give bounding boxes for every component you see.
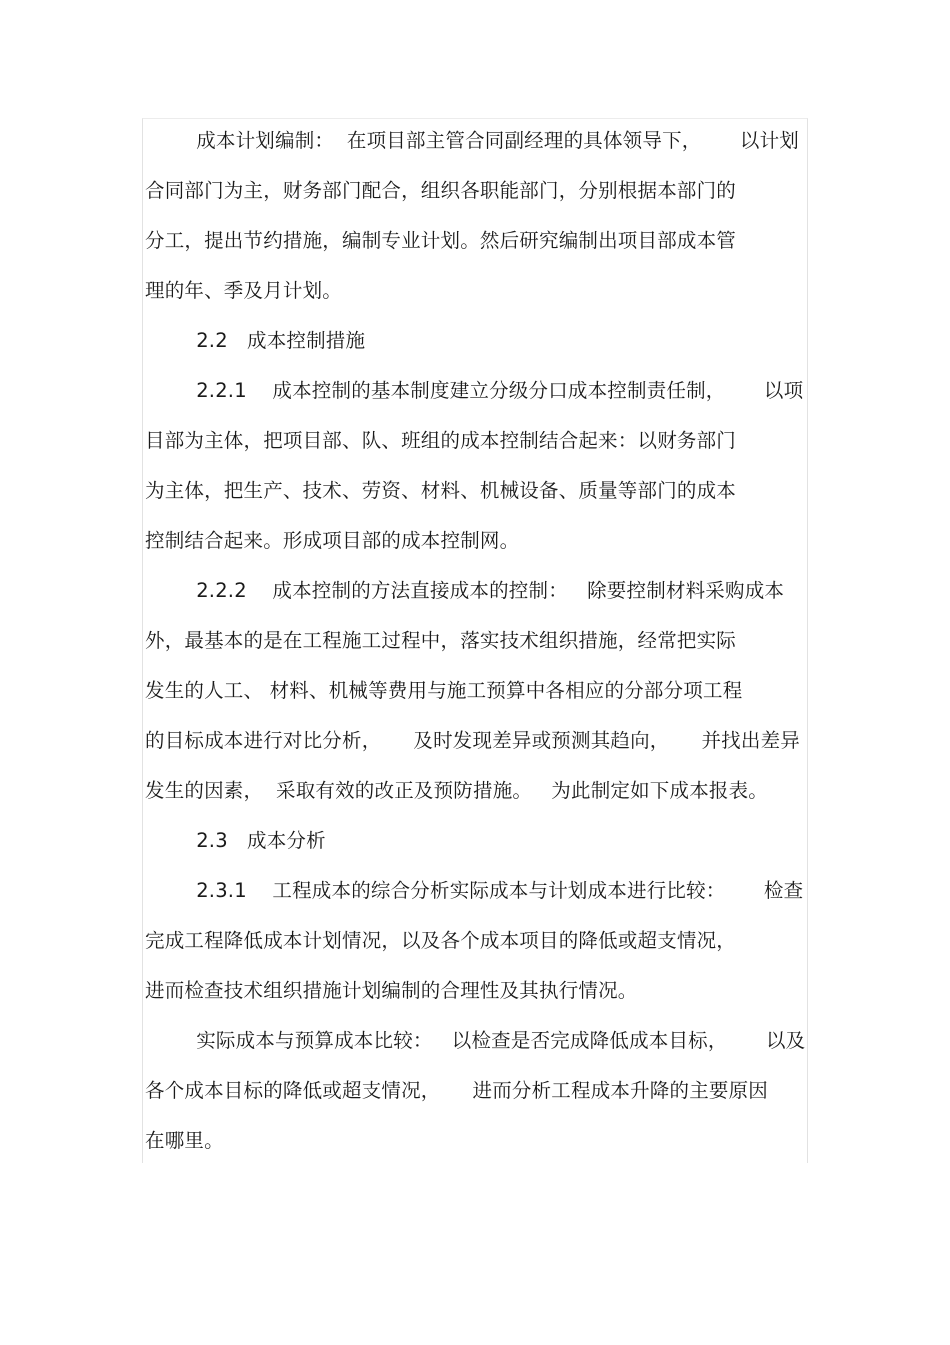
text-line: 实际成本与预算成本比较： 以检查是否完成降低成本目标， 以及 — [145, 1029, 806, 1052]
section-heading: 2.2 成本控制措施 — [145, 329, 366, 352]
text-line: 分工，提出节约措施，编制专业计划。然后研究编制出项目部成本管 — [145, 229, 737, 252]
text-line: 成本计划编制： 在项目部主管合同副经理的具体领导下， 以计划 — [145, 129, 799, 152]
text-line: 合同部门为主，财务部门配合，组织各职能部门，分别根据本部门的 — [145, 179, 737, 202]
text-line: 外，最基本的是在工程施工过程中，落实技术组织措施，经常把实际 — [145, 629, 737, 652]
text-line: 在哪里。 — [145, 1129, 224, 1152]
text-line: 完成工程降低成本计划情况，以及各个成本项目的降低或超支情况， — [145, 929, 737, 952]
text-line: 发生的因素， 采取有效的改正及预防措施。 为此制定如下成本报表。 — [145, 779, 768, 802]
text-line: 发生的人工、 材料、机械等费用与施工预算中各相应的分部分项工程 — [145, 679, 743, 702]
text-line: 控制结合起来。形成项目部的成本控制网。 — [145, 529, 520, 552]
text-line: 2.2.2 成本控制的方法直接成本的控制： 除要控制材料采购成本 — [145, 579, 785, 602]
text-line: 2.3.1 工程成本的综合分析实际成本与计划成本进行比较： 检查 — [145, 879, 804, 902]
text-line: 各个成本目标的降低或超支情况， 进而分析工程成本升降的主要原因 — [145, 1079, 768, 1102]
text-line: 进而检查技术组织措施计划编制的合理性及其执行情况。 — [145, 979, 638, 1002]
text-line: 目部为主体，把项目部、队、班组的成本控制结合起来：以财务部门 — [145, 429, 737, 452]
text-line: 理的年、季及月计划。 — [145, 279, 343, 302]
section-heading: 2.3 成本分析 — [145, 829, 326, 852]
text-line: 为主体，把生产、技术、劳资、材料、机械设备、质量等部门的成本 — [145, 479, 737, 502]
text-line: 的目标成本进行对比分析， 及时发现差异或预测其趋向， 并找出差异 — [145, 729, 800, 752]
text-line: 2.2.1 成本控制的基本制度建立分级分口成本控制责任制， 以项 — [145, 379, 804, 402]
